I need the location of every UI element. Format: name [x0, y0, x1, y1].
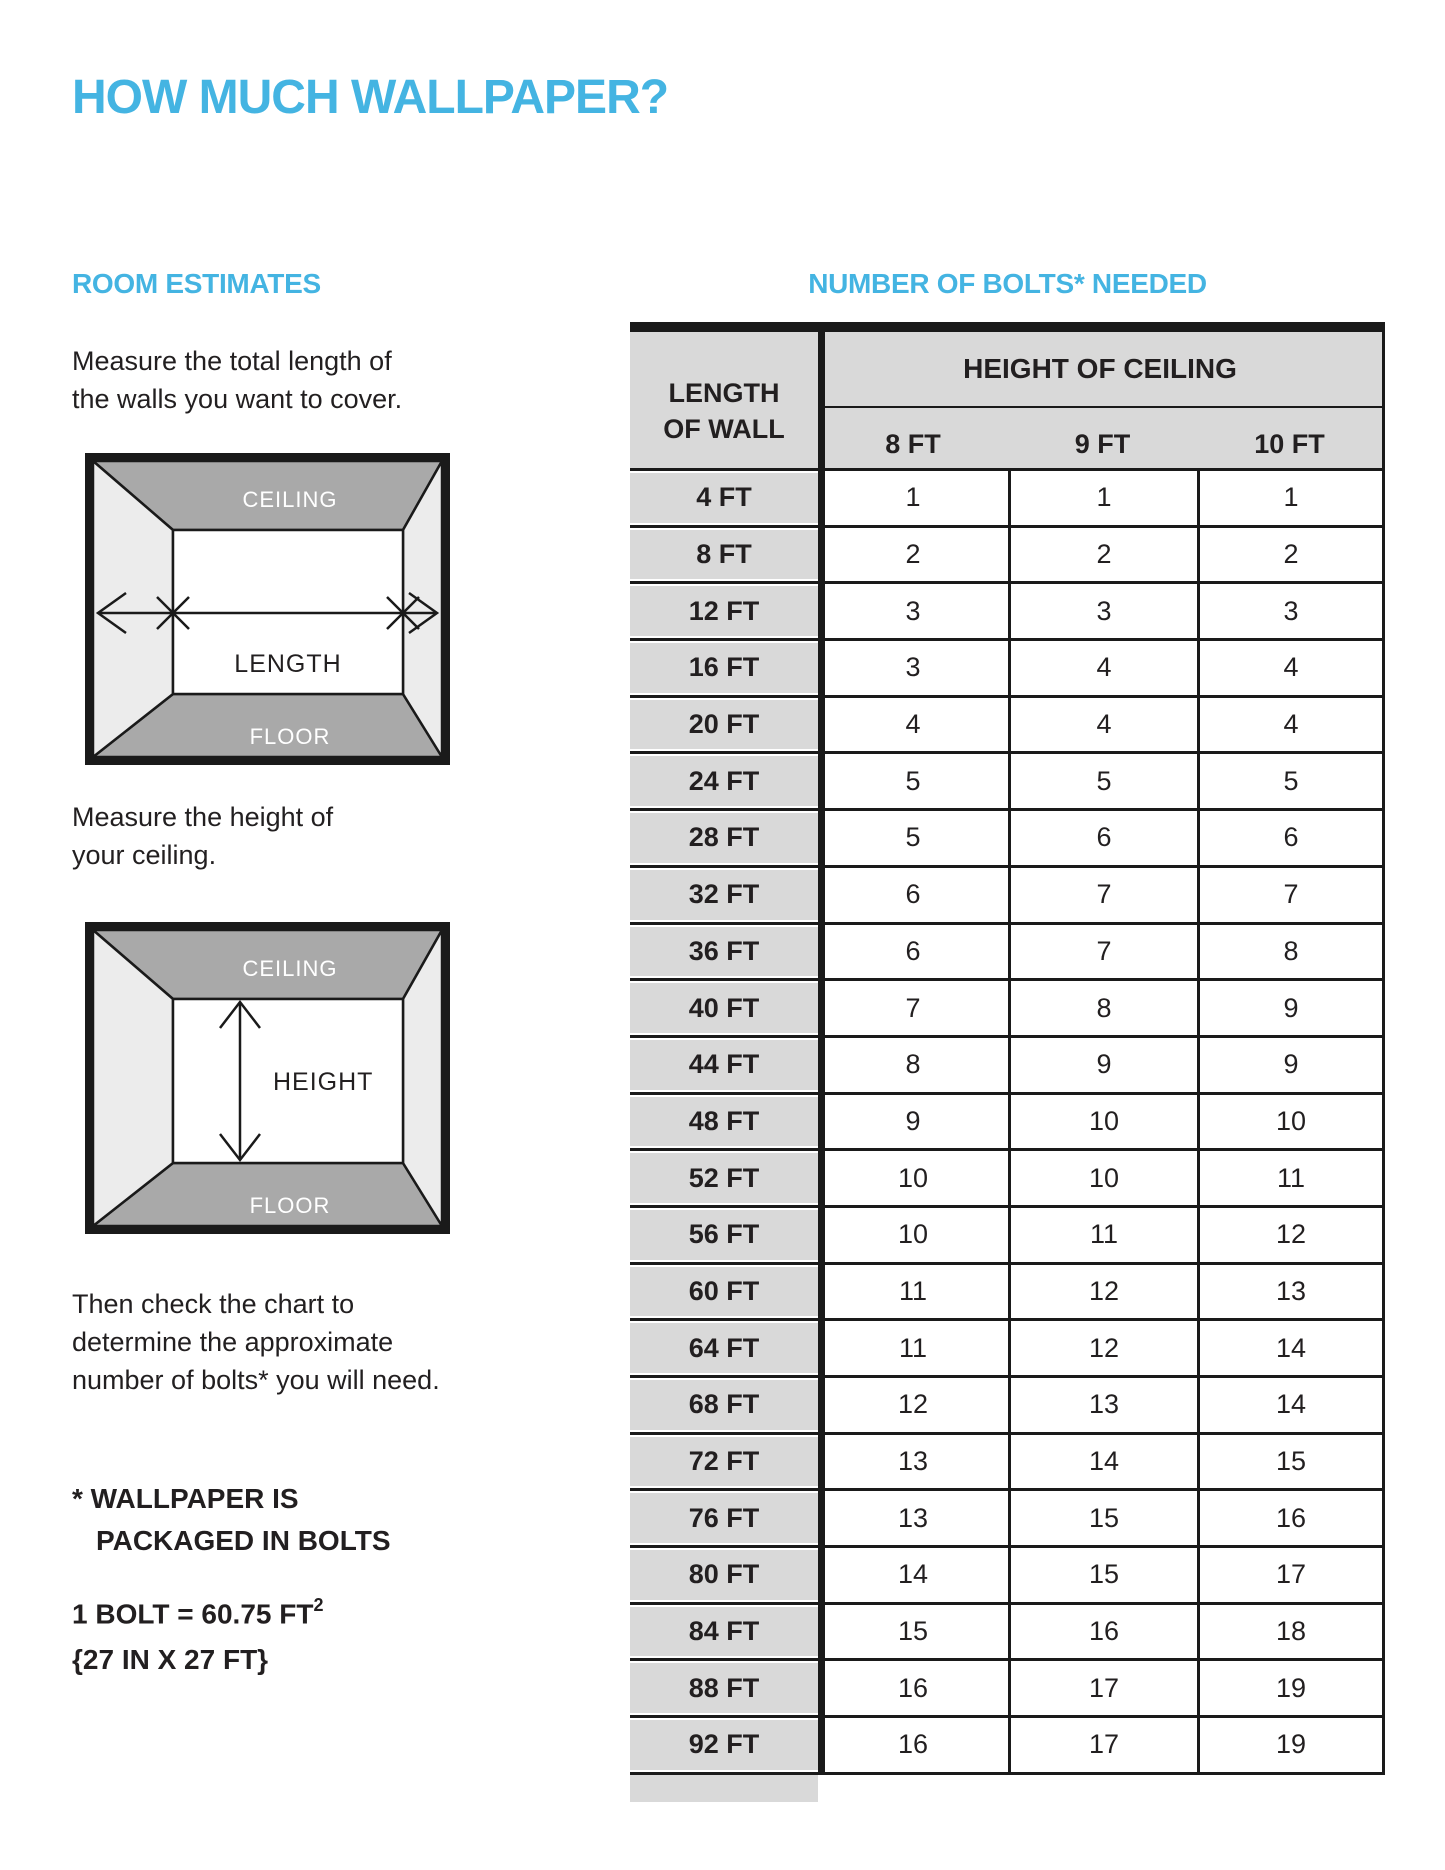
bolt-equation	[72, 1584, 323, 1683]
paragraph-line: Measure the height of	[72, 802, 334, 832]
table-value-cell: 5	[818, 754, 1008, 811]
column-header-line: LENGTH	[668, 378, 780, 408]
table-value-cell: 3	[818, 641, 1008, 698]
table-row-label: 48 FT	[630, 1095, 818, 1152]
table-value-cell: 6	[818, 868, 1008, 925]
table-value-cell: 9	[818, 1095, 1008, 1152]
table-value-cell: 10	[818, 1151, 1008, 1208]
table-row-label: 8 FT	[630, 528, 818, 585]
paragraph-measure-length	[72, 342, 402, 418]
section-heading-bolts-needed: NUMBER OF BOLTS* NEEDED	[808, 268, 1207, 299]
table-row-label: 40 FT	[630, 981, 818, 1038]
table-row-label: 4 FT	[630, 471, 818, 528]
section-heading-room-estimates: ROOM ESTIMATES	[72, 268, 321, 299]
table-value-cell: 5	[1008, 754, 1197, 811]
ceiling-label: CEILING	[242, 487, 338, 512]
column-header-length-of-wall	[630, 332, 818, 471]
table-value-cell: 12	[1008, 1265, 1197, 1322]
bolt-size-text: 1 BOLT = 60.75 FT	[72, 1598, 314, 1630]
table-value-cell: 5	[1197, 754, 1385, 811]
table-row-label: 20 FT	[630, 698, 818, 755]
table-value-cell: 12	[818, 1378, 1008, 1435]
table-value-cell: 15	[818, 1605, 1008, 1662]
footnote-line: * WALLPAPER IS	[72, 1483, 299, 1514]
table-value-cell: 18	[1197, 1605, 1385, 1662]
table-value-cell: 2	[818, 528, 1008, 585]
column-header-height-of-ceiling: HEIGHT OF CEILING	[818, 332, 1385, 408]
height-label: HEIGHT	[273, 1068, 374, 1096]
table-value-cell: 4	[1008, 641, 1197, 698]
table-value-cell: 7	[1008, 868, 1197, 925]
table-value-cell: 5	[818, 811, 1008, 868]
room-perspective-height	[85, 922, 450, 1234]
table-value-cell: 16	[818, 1661, 1008, 1718]
table-value-cell: 11	[1008, 1208, 1197, 1265]
footnote-line: PACKAGED IN BOLTS	[96, 1525, 391, 1556]
table-row-label: 52 FT	[630, 1151, 818, 1208]
table-value-cell: 14	[1197, 1378, 1385, 1435]
paragraph-line: the walls you want to cover.	[72, 384, 403, 414]
bolt-dimensions: {27 IN X 27 FT}	[72, 1644, 269, 1676]
paragraph-line: your ceiling.	[72, 840, 217, 870]
table-value-cell: 10	[818, 1208, 1008, 1265]
table-row-label: 32 FT	[630, 868, 818, 925]
table-value-cell: 15	[1008, 1548, 1197, 1605]
length-label: LENGTH	[234, 650, 342, 678]
table-row-label: 44 FT	[630, 1038, 818, 1095]
table-row-label: 64 FT	[630, 1321, 818, 1378]
table-value-cell: 14	[1197, 1321, 1385, 1378]
table-value-cell: 15	[1197, 1435, 1385, 1492]
paragraph-line: determine the approximate	[72, 1327, 394, 1357]
table-value-cell: 13	[1008, 1378, 1197, 1435]
table-row-label: 68 FT	[630, 1378, 818, 1435]
table-value-cell: 16	[1197, 1491, 1385, 1548]
table-top-border	[630, 322, 1385, 332]
table-value-cell: 10	[1197, 1095, 1385, 1152]
table-row-label: 28 FT	[630, 811, 818, 868]
table-value-cell: 7	[1197, 868, 1385, 925]
table-value-cell: 3	[1197, 584, 1385, 641]
table-row-label: 92 FT	[630, 1718, 818, 1775]
table-value-cell: 13	[1197, 1265, 1385, 1322]
table-value-cell: 16	[818, 1718, 1008, 1775]
table-value-cell: 3	[1008, 584, 1197, 641]
table-value-cell: 9	[1197, 981, 1385, 1038]
table-value-cell: 7	[1008, 925, 1197, 982]
table-value-cell: 17	[1197, 1548, 1385, 1605]
table-value-cell: 19	[1197, 1718, 1385, 1775]
floor-label: FLOOR	[249, 724, 331, 749]
table-value-cell: 4	[1197, 641, 1385, 698]
table-row-label: 16 FT	[630, 641, 818, 698]
length-diagram	[85, 453, 450, 770]
table-value-cell: 17	[1008, 1661, 1197, 1718]
column-header-10ft: 10 FT	[1197, 408, 1385, 471]
paragraph-line: Measure the total length of	[72, 346, 392, 376]
table-value-cell: 19	[1197, 1661, 1385, 1718]
table-value-cell: 15	[1008, 1491, 1197, 1548]
paragraph-line: number of bolts* you will need.	[72, 1365, 440, 1395]
table-value-cell: 9	[1197, 1038, 1385, 1095]
table-value-cell: 1	[1008, 471, 1197, 528]
table-value-cell: 14	[818, 1548, 1008, 1605]
page-title: HOW MUCH WALLPAPER?	[72, 71, 669, 124]
table-value-cell: 8	[1008, 981, 1197, 1038]
floor-label: FLOOR	[249, 1193, 331, 1218]
table-value-cell: 6	[1197, 811, 1385, 868]
ceiling-label: CEILING	[242, 956, 338, 981]
table-value-cell: 1	[1197, 471, 1385, 528]
table-value-cell: 13	[818, 1435, 1008, 1492]
table-footer-gray-tab	[630, 1775, 818, 1802]
table-value-cell: 10	[1008, 1095, 1197, 1152]
table-column-divider	[818, 332, 825, 1775]
table-row-label: 56 FT	[630, 1208, 818, 1265]
room-perspective-length	[85, 453, 450, 765]
wallpaper-footnote	[72, 1478, 391, 1562]
paragraph-check-chart	[72, 1285, 440, 1399]
bolt-table-grid	[630, 332, 1385, 1775]
table-value-cell: 10	[1008, 1151, 1197, 1208]
table-value-cell: 16	[1008, 1605, 1197, 1662]
table-value-cell: 14	[1008, 1435, 1197, 1492]
table-row-label: 60 FT	[630, 1265, 818, 1322]
column-header-8ft: 8 FT	[818, 408, 1008, 471]
table-row-label: 12 FT	[630, 584, 818, 641]
table-value-cell: 13	[818, 1491, 1008, 1548]
column-header-9ft: 9 FT	[1008, 408, 1197, 471]
table-row-label: 88 FT	[630, 1661, 818, 1718]
table-value-cell: 4	[1197, 698, 1385, 755]
table-value-cell: 11	[818, 1265, 1008, 1322]
table-value-cell: 6	[1008, 811, 1197, 868]
table-value-cell: 17	[1008, 1718, 1197, 1775]
table-value-cell: 2	[1008, 528, 1197, 585]
paragraph-measure-height	[72, 798, 333, 874]
table-value-cell: 11	[1197, 1151, 1385, 1208]
paragraph-line: Then check the chart to	[72, 1289, 355, 1319]
table-value-cell: 6	[818, 925, 1008, 982]
table-row-label: 76 FT	[630, 1491, 818, 1548]
bolt-size-line	[72, 1584, 323, 1637]
table-value-cell: 2	[1197, 528, 1385, 585]
table-value-cell: 4	[1008, 698, 1197, 755]
table-value-cell: 12	[1197, 1208, 1385, 1265]
table-value-cell: 8	[818, 1038, 1008, 1095]
table-value-cell: 1	[818, 471, 1008, 528]
table-row-label: 72 FT	[630, 1435, 818, 1492]
table-row-label: 84 FT	[630, 1605, 818, 1662]
table-value-cell: 7	[818, 981, 1008, 1038]
table-value-cell: 8	[1197, 925, 1385, 982]
bolt-size-superscript: 2	[313, 1595, 324, 1615]
column-header-line: OF WALL	[663, 414, 785, 444]
table-row-label: 24 FT	[630, 754, 818, 811]
table-value-cell: 11	[818, 1321, 1008, 1378]
table-value-cell: 12	[1008, 1321, 1197, 1378]
table-row-label: 80 FT	[630, 1548, 818, 1605]
table-value-cell: 4	[818, 698, 1008, 755]
table-value-cell: 3	[818, 584, 1008, 641]
table-row-label: 36 FT	[630, 925, 818, 982]
table-value-cell: 9	[1008, 1038, 1197, 1095]
height-diagram	[85, 922, 450, 1239]
